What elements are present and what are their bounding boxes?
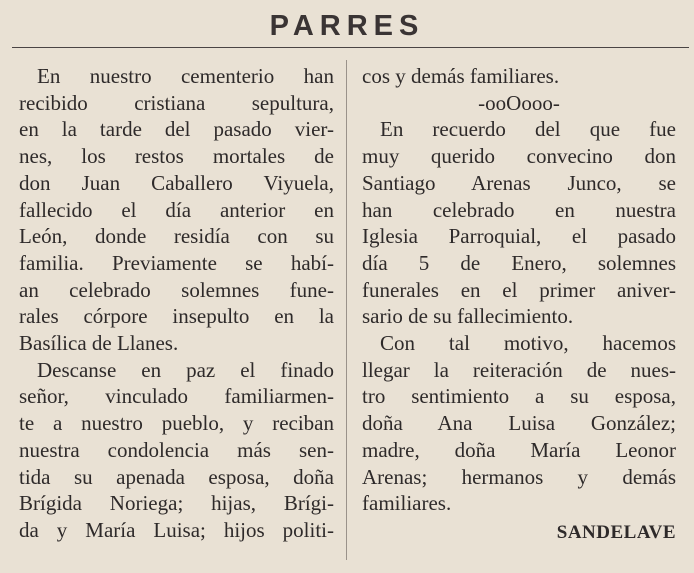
- text-line: da y María Luisa; hijos politi-: [19, 517, 334, 542]
- text-line: rales córpore insepulto en la: [19, 304, 334, 329]
- right-column: [362, 63, 676, 517]
- text-line: nes, los restos mortales de: [19, 144, 334, 169]
- text-line: familiares.: [362, 491, 452, 516]
- header-rule: [12, 47, 689, 48]
- text-line: doña Ana Luisa González;: [362, 411, 676, 436]
- text-line: tida su apenada esposa, doña: [19, 464, 334, 489]
- text-line: nuestra condolencia más sen-: [19, 437, 334, 462]
- text-line: En nuestro cementerio han: [37, 64, 334, 88]
- section-title: PARRES: [269, 10, 425, 42]
- text-line: Iglesia Parroquial, el pasado: [362, 224, 676, 249]
- author-signature: SANDELAVE: [556, 522, 676, 543]
- text-line: te a nuestro pueblo, y reciban: [19, 411, 334, 436]
- text-line: Santiago Arenas Junco, se: [362, 170, 676, 195]
- text-line: Arenas; hermanos y demás: [362, 464, 676, 489]
- text-line: En recuerdo del que fue: [380, 117, 676, 142]
- text-line: señor, vinculado familiarmen-: [19, 384, 334, 409]
- text-line: cos y demás familiares.: [362, 64, 560, 88]
- text-line: han celebrado en nuestra: [362, 197, 676, 222]
- text-line: recibido cristiana sepultura,: [19, 90, 334, 115]
- text-line: León, donde residía con su: [19, 224, 334, 249]
- text-line: Descanse en paz el finado: [37, 357, 334, 382]
- text-line: llegar la reiteración de nues-: [362, 357, 676, 382]
- text-line: an celebrado solemnes fune-: [19, 277, 334, 302]
- text-line: Basílica de Llanes.: [19, 331, 179, 356]
- text-line: tro sentimiento a su esposa,: [362, 384, 676, 409]
- text-line: Brígida Noriega; hijas, Brígi-: [19, 491, 334, 516]
- text-line: fallecido el día anterior en: [19, 197, 334, 222]
- section-separator: -ooOooo-: [478, 90, 560, 115]
- column-divider: [346, 60, 347, 560]
- text-line: madre, doña María Leonor: [362, 437, 676, 462]
- text-line: familia. Previamente se habí-: [19, 250, 334, 275]
- text-line: Con tal motivo, hacemos: [380, 331, 676, 356]
- text-line: día 5 de Enero, solemnes: [362, 250, 676, 275]
- text-line: en la tarde del pasado vier-: [19, 117, 334, 142]
- text-line: don Juan Caballero Viyuela,: [19, 170, 334, 195]
- left-column: [19, 63, 334, 544]
- text-line: muy querido convecino don: [362, 144, 676, 169]
- text-line: sario de su fallecimiento.: [362, 304, 574, 329]
- text-line: funerales en el primer aniver-: [362, 277, 676, 302]
